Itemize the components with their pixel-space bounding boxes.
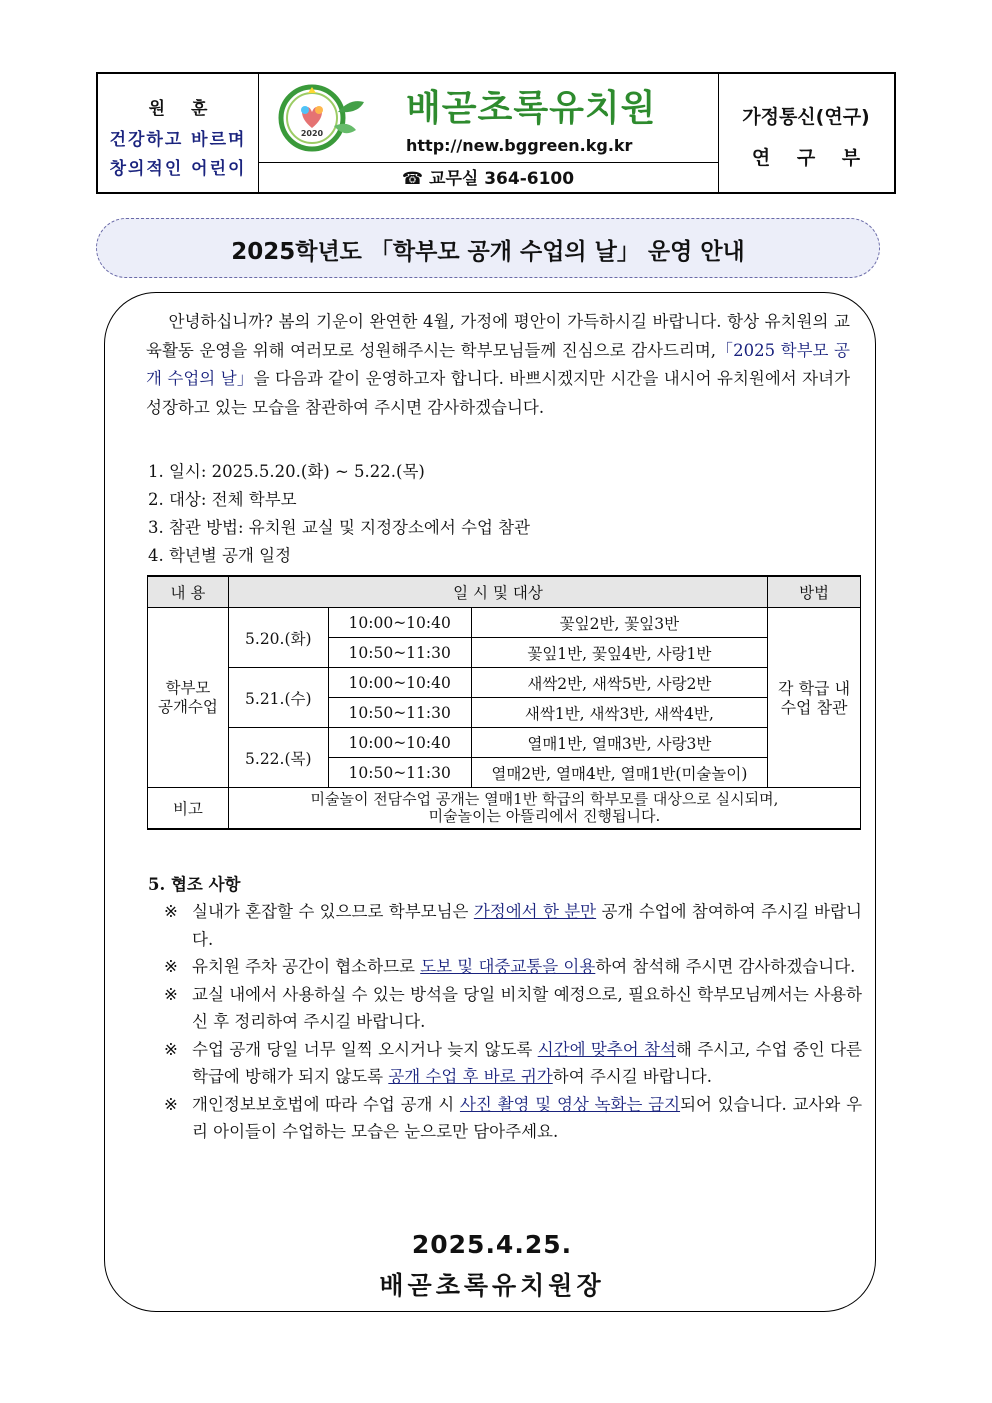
list-item [164,1036,862,1091]
date-cell: 5.20.(화) [228,608,328,668]
intro-text-1: 안녕하십니까? 봄의 기운이 완연한 4월, 가정에 평안이 가득하시길 바랍니다. 항상 유치원의 교육활동 운영을 위해 여러모로 성원해주시는 학부모님들께 진심으로 감사드리며, [146,312,850,360]
doc-type-cell [718,74,894,192]
item-text: 실내가 혼잡할 수 있으므로 학부모님은 [192,902,474,921]
item-text: 공개 수업에 참여하여 주시길 바랍니다. [192,902,863,949]
table-row [148,608,861,638]
list-item [164,981,862,1036]
page-title: 2025학년도 「학부모 공개 수업의 날」 운영 안내 [231,239,745,265]
reference-mark-icon: ※ [164,957,178,976]
table-row [148,668,861,698]
table-note-row [148,788,861,830]
note-label: 비고 [148,788,229,830]
item-text: 개인정보보호법에 따라 수업 공개 시 [192,1094,460,1114]
item-emphasis: 도보 및 대중교통을 이용 [420,957,596,976]
cooperation-title: 5. 협조 사항 [148,875,241,894]
classes-cell: 열매1반, 열매3반, 사랑3반 [471,728,767,758]
motto-line-1: 건강하고 바르며 [109,130,247,150]
time-cell: 10:50~11:30 [328,698,471,728]
cooperation-list [164,898,862,1146]
classes-cell: 새싹1반, 새싹3반, 새싹4반, [471,698,767,728]
date-cell: 5.22.(목) [228,728,328,788]
classes-cell: 새싹2반, 새싹5반, 사랑2반 [471,668,767,698]
department: 연 구 부 [751,147,871,169]
item-emphasis: 시간에 맞추어 참석 [537,1039,676,1059]
title-banner [96,218,880,278]
phone-icon: ☎ [401,169,424,189]
note-line-2: 미술놀이는 아뜰리에서 진행됩니다. [428,807,661,825]
schedule-table [147,575,861,830]
school-cell [258,74,719,192]
reference-mark-icon: ※ [164,1039,178,1059]
table-header-row [148,576,861,608]
reference-mark-icon: ※ [164,902,178,921]
intro-paragraph [146,308,850,422]
time-cell: 10:00~10:40 [328,608,471,638]
item-text: 되어 있습니다. 교사와 우리 아이들이 수업하는 모습은 눈으로만 담아주세요. [192,1094,863,1141]
table-row [148,728,861,758]
item-text: 유치원 주차 공간이 협소하므로 [192,957,421,976]
item-text: 교실 내에서 사용하실 수 있는 방석을 당일 비치할 예정으로, 필요하신 학부모님께서는 사용하신 후 정리하여 주시길 바랍니다. [192,984,862,1031]
logo-year: 2020 [300,129,324,138]
list-item [164,1091,862,1146]
school-url[interactable]: http://new.bggreen.kg.kr [406,136,633,155]
time-cell: 10:00~10:40 [328,728,471,758]
motto-cell [98,74,259,192]
category-cell: 학부모 공개수업 [148,608,229,788]
letterhead [96,72,896,194]
classes-cell: 꽃잎2반, 꽃잎3반 [471,608,767,638]
school-info [258,74,718,163]
school-name: 배곧초록유치원 [406,88,657,129]
time-cell: 10:50~11:30 [328,638,471,668]
reference-mark-icon: ※ [164,984,178,1004]
item-emphasis: 사진 촬영 및 영상 녹화는 금지 [459,1094,681,1114]
item-text: 수업 공개 당일 너무 일찍 오시거나 늦지 않도록 [192,1039,538,1059]
method-cell: 각 학급 내 수업 참관 [768,608,861,788]
classes-cell: 열매2반, 열매4반, 열매1반(미술놀이) [471,758,767,788]
note-line-1: 미술놀이 전담수업 공개는 열매1반 학급의 학부모를 대상으로 실시되며, [310,790,779,808]
item-text: 해 주시고, 수업 중인 다른 학급에 방해가 되지 않도록 [192,1039,862,1086]
info-item-schedule: 4. 학년별 공개 일정 [148,546,292,565]
phone-line [258,164,718,189]
item-text: 하여 참석해 주시면 감사하겠습니다. [595,957,856,976]
phone-number: 교무실 364-6100 [429,169,575,189]
classes-cell: 꽃잎1반, 꽃잎4반, 사랑1반 [471,638,767,668]
header-content: 내 용 [148,576,229,608]
intro-highlight: 「2025 학부모 공개 수업의 날」 [146,340,850,388]
school-logo-icon [272,82,368,154]
doc-type: 가정통신(연구) [742,106,870,128]
info-item-method: 3. 참관 방법: 유치원 교실 및 지정장소에서 수업 참관 [148,518,531,537]
issue-date: 2025.4.25. [411,1230,573,1259]
item-emphasis: 가정에서 한 분만 [473,902,597,921]
info-item-date: 1. 일시: 2025.5.20.(화) ~ 5.22.(목) [148,462,425,481]
motto-title: 원훈 [148,99,234,119]
item-emphasis: 공개 수업 후 바로 귀가 [388,1067,553,1086]
intro-text-2: 을 다음과 같이 운영하고자 합니다. 바쁘시겠지만 시간을 내시어 유치원에서 자녀가 성장하고 있는 모습을 참관하여 주시면 감사하겠습니다. [146,369,851,417]
date-cell: 5.21.(수) [228,668,328,728]
list-item [164,898,862,953]
reference-mark-icon: ※ [164,1094,178,1114]
item-text: 하여 주시길 바랍니다. [552,1067,712,1086]
header-method: 방법 [768,576,861,608]
signer: 배곧초록유치원장 [379,1271,605,1300]
info-item-target: 2. 대상: 전체 학부모 [148,490,297,509]
time-cell: 10:00~10:40 [328,668,471,698]
list-item [164,953,862,981]
motto-line-2: 창의적인 어린이 [109,159,247,179]
note-cell [228,788,860,830]
info-list [148,458,530,570]
header-datetime: 일 시 및 대상 [228,576,767,608]
time-cell: 10:50~11:30 [328,758,471,788]
